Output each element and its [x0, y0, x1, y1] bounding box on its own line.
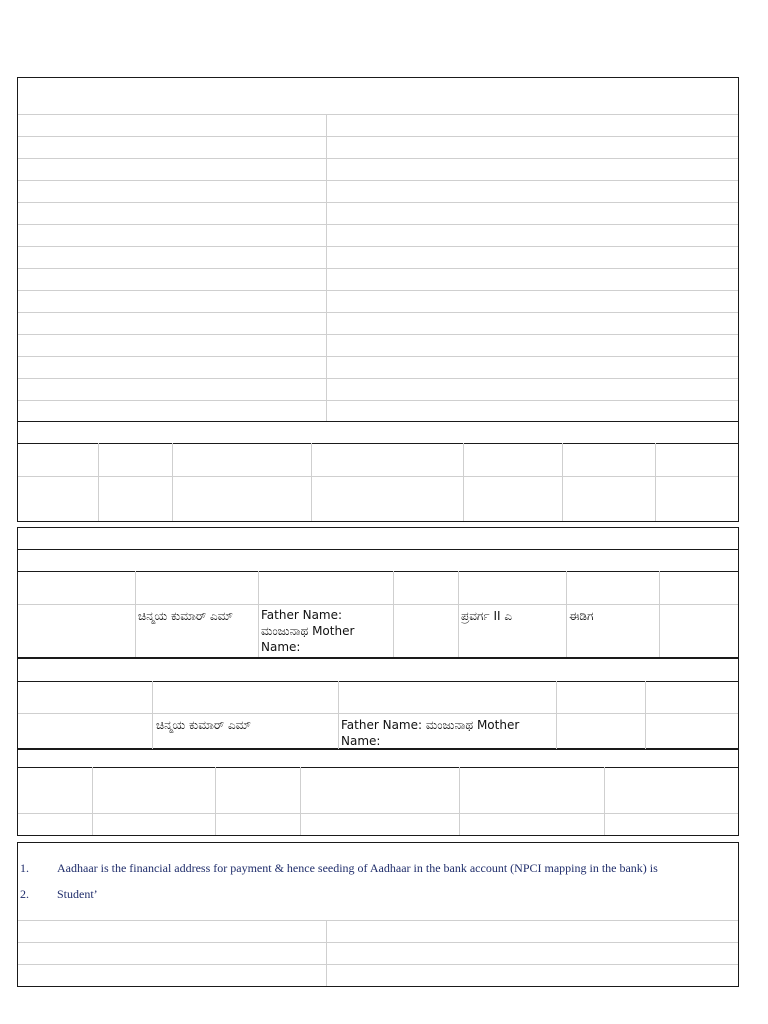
table-column-rule [655, 443, 656, 521]
table-column-rule [300, 767, 301, 835]
parents-name-cell: Father Name: ಮಂಜುನಾಥ Mother Name: [261, 608, 355, 654]
table-rule [18, 767, 738, 768]
table-rule [18, 180, 738, 181]
table-column-rule [556, 681, 557, 749]
table-rule [18, 549, 738, 550]
table-rule [18, 136, 738, 137]
table-column-rule [311, 443, 312, 521]
table-rule [18, 334, 738, 335]
table-column-rule [645, 681, 646, 749]
table-column-rule [338, 681, 339, 749]
table-column-rule [463, 443, 464, 521]
table-column-rule [135, 571, 136, 657]
table-rule [18, 476, 738, 477]
parents-name-cell-d: Father Name: ಮಂಜುನಾಥ Mother Name: [341, 718, 520, 748]
table-rule [18, 604, 738, 605]
table-column-rule [659, 571, 660, 657]
table-rule [18, 813, 738, 814]
table-b [17, 421, 739, 522]
table-column-rule [152, 681, 153, 749]
caste-cell: ಈಡಿಗ [569, 609, 594, 623]
table-rule [18, 920, 738, 921]
table-column-rule [326, 114, 327, 421]
table-rule [18, 443, 738, 444]
table-column-rule [604, 767, 605, 835]
table-rule [18, 571, 738, 572]
table-rule [18, 378, 738, 379]
table-rule [18, 158, 738, 159]
table-rule [18, 400, 738, 401]
table-rule [18, 942, 738, 943]
table-rule [18, 114, 738, 115]
table-column-rule [258, 571, 259, 657]
table-column-rule [92, 767, 93, 835]
category-cell: ಪ್ರವರ್ಗ II ಎ [461, 609, 513, 623]
student-name-cell: ಚಿನ್ಮಯ ಕುಮಾರ್ ಎಮ್ [138, 609, 233, 623]
table-rule [18, 964, 738, 965]
table-column-rule [215, 767, 216, 835]
table-column-rule [458, 571, 459, 657]
details-table [17, 77, 739, 422]
student-name-cell-d: ಚಿನ್ಮಯ ಕುಮಾರ್ ಎಮ್ [156, 718, 251, 732]
table-column-rule [459, 767, 460, 835]
table-column-rule [562, 443, 563, 521]
table-column-rule [172, 443, 173, 521]
table-rule [18, 268, 738, 269]
table-rule [18, 713, 738, 714]
table-rule [18, 246, 738, 247]
table-column-rule [393, 571, 394, 657]
table-e [17, 748, 739, 836]
table-rule [18, 202, 738, 203]
table-rule [18, 224, 738, 225]
table-column-rule [326, 920, 327, 986]
table-column-rule [98, 443, 99, 521]
table-rule [18, 290, 738, 291]
table-rule [18, 356, 738, 357]
table-rule [18, 312, 738, 313]
table-rule [18, 681, 738, 682]
table-column-rule [566, 571, 567, 657]
